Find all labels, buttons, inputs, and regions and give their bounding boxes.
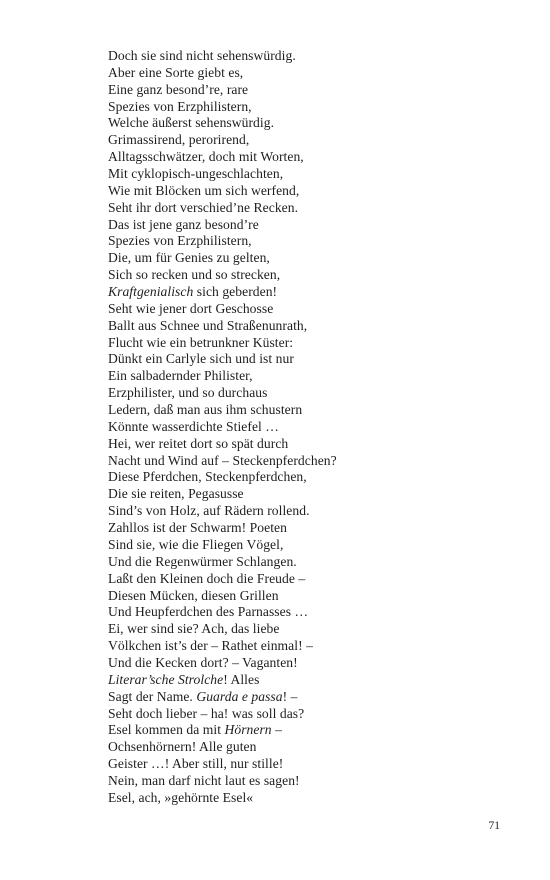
poem-line [108, 638, 508, 655]
line-text: Diese Pferdchen, Steckenpferdchen, [108, 469, 307, 485]
line-text: Ei, wer sind sie? Ach, das liebe [108, 621, 280, 637]
line-text: Sich so recken und so strecken, [108, 267, 281, 283]
poem-line [108, 267, 508, 284]
italic-text: Kraftgenialisch [108, 284, 194, 300]
poem-line [108, 115, 508, 132]
line-text: Eine ganz besond’re, rare [108, 81, 249, 97]
poem-line [108, 385, 508, 402]
poem-line [108, 318, 508, 335]
poem-line [108, 604, 508, 621]
poem-line [108, 351, 508, 368]
poem-line [108, 739, 508, 756]
line-text: Seht wie jener dort Geschosse [108, 300, 274, 316]
line-text: Esel, ach, »gehörnte Esel« [108, 789, 254, 805]
line-text: Doch sie sind nicht sehenswürdig. [108, 48, 296, 63]
line-text: Erzphilister, und so durchaus [108, 385, 268, 401]
line-text: Seht ihr dort verschied’ne Recken. [108, 199, 299, 215]
line-text: Esel kommen da mit [108, 722, 225, 738]
line-text: Ledern, daß man aus ihm schustern [108, 402, 303, 418]
poem-line [108, 250, 508, 267]
poem-line [108, 402, 508, 419]
poem-line [108, 537, 508, 554]
line-text: Geister …! Aber still, nur stille! [108, 756, 284, 772]
poem-line [108, 773, 508, 790]
italic-text: Guarda e passa [196, 688, 283, 704]
poem-line [108, 486, 508, 503]
line-text: Laßt den Kleinen doch die Freude – [108, 570, 306, 586]
poem-line [108, 588, 508, 605]
line-text: Und die Regenwürmer Schlangen. [108, 553, 297, 569]
poem-line [108, 82, 508, 99]
line-text: ! – [282, 688, 298, 704]
line-text: – [271, 722, 282, 738]
page-number: 71 [488, 820, 500, 832]
line-text: Nein, man darf nicht laut es sagen! [108, 772, 300, 788]
line-text: Das ist jene ganz besond’re [108, 216, 259, 232]
poem-line [108, 166, 508, 183]
poem-line [108, 149, 508, 166]
poem-line [108, 65, 508, 82]
line-text: Ballt aus Schnee und Straßenunrath, [108, 317, 308, 333]
poem-line [108, 284, 508, 301]
line-text: Völkchen ist’s der – Rathet einmal! – [108, 638, 313, 654]
poem-line [108, 503, 508, 520]
poem-line [108, 722, 508, 739]
line-text: Spezies von Erzphilistern, [108, 98, 252, 114]
poem-line [108, 520, 508, 537]
poem-line [108, 48, 508, 65]
line-text: Aber eine Sorte giebt es, [108, 64, 244, 80]
poem-line [108, 436, 508, 453]
poem-line [108, 217, 508, 234]
line-text: Grimassirend, perorirend, [108, 132, 250, 148]
italic-text: Hörnern [224, 722, 272, 738]
line-text: Sagt der Name. [108, 688, 197, 704]
poem-line [108, 233, 508, 250]
line-text: Diesen Mücken, diesen Grillen [108, 587, 279, 603]
poem-line [108, 99, 508, 116]
poem-line [108, 706, 508, 723]
poem-line [108, 571, 508, 588]
line-text: sich geberden! [193, 284, 278, 300]
line-text: Spezies von Erzphilistern, [108, 233, 252, 249]
poem-line [108, 453, 508, 470]
poem-text [108, 48, 508, 807]
line-text: Sind’s von Holz, auf Rädern rollend. [108, 503, 310, 519]
line-text: Zahllos ist der Schwarm! Poeten [108, 520, 287, 536]
poem-line [108, 200, 508, 217]
line-text: Wie mit Blöcken um sich werfend, [108, 182, 300, 198]
poem-line [108, 689, 508, 706]
poem-line [108, 756, 508, 773]
line-text: Hei, wer reitet dort so spät durch [108, 435, 289, 451]
poem-line [108, 672, 508, 689]
line-text: Die sie reiten, Pegasusse [108, 486, 244, 502]
poem-line [108, 335, 508, 352]
poem-line [108, 621, 508, 638]
poem-line [108, 554, 508, 571]
poem-line [108, 469, 508, 486]
line-text: Dünkt ein Carlyle sich und ist nur [108, 351, 294, 367]
line-text: Mit cyklopisch-ungeschlachten, [108, 166, 284, 182]
line-text: Welche äußerst sehenswürdig. [108, 115, 275, 131]
line-text: Und die Kecken dort? – Vaganten! [108, 654, 298, 670]
line-text: Ochsenhörnern! Alle guten [108, 739, 257, 755]
line-text: Alltagsschwätzer, doch mit Worten, [108, 149, 304, 165]
poem-line [108, 790, 508, 807]
line-text: ! Alles [223, 671, 260, 687]
poem-line [108, 368, 508, 385]
poem-line [108, 419, 508, 436]
line-text: Die, um für Genies zu gelten, [108, 250, 270, 266]
italic-text: Literar’sche Strolche [108, 671, 224, 687]
line-text: Nacht und Wind auf – Steckenpferdchen? [108, 452, 337, 468]
line-text: Ein salbadernder Philister, [108, 368, 253, 384]
poem-line [108, 655, 508, 672]
line-text: Seht doch lieber – ha! was soll das? [108, 705, 305, 721]
line-text: Könnte wasserdichte Stiefel … [108, 418, 279, 434]
poem-line [108, 183, 508, 200]
line-text: Und Heupferdchen des Parnasses … [108, 604, 309, 620]
poem-line [108, 301, 508, 318]
poem-line [108, 132, 508, 149]
line-text: Sind sie, wie die Fliegen Vögel, [108, 536, 284, 552]
line-text: Flucht wie ein betrunkner Küster: [108, 334, 294, 350]
